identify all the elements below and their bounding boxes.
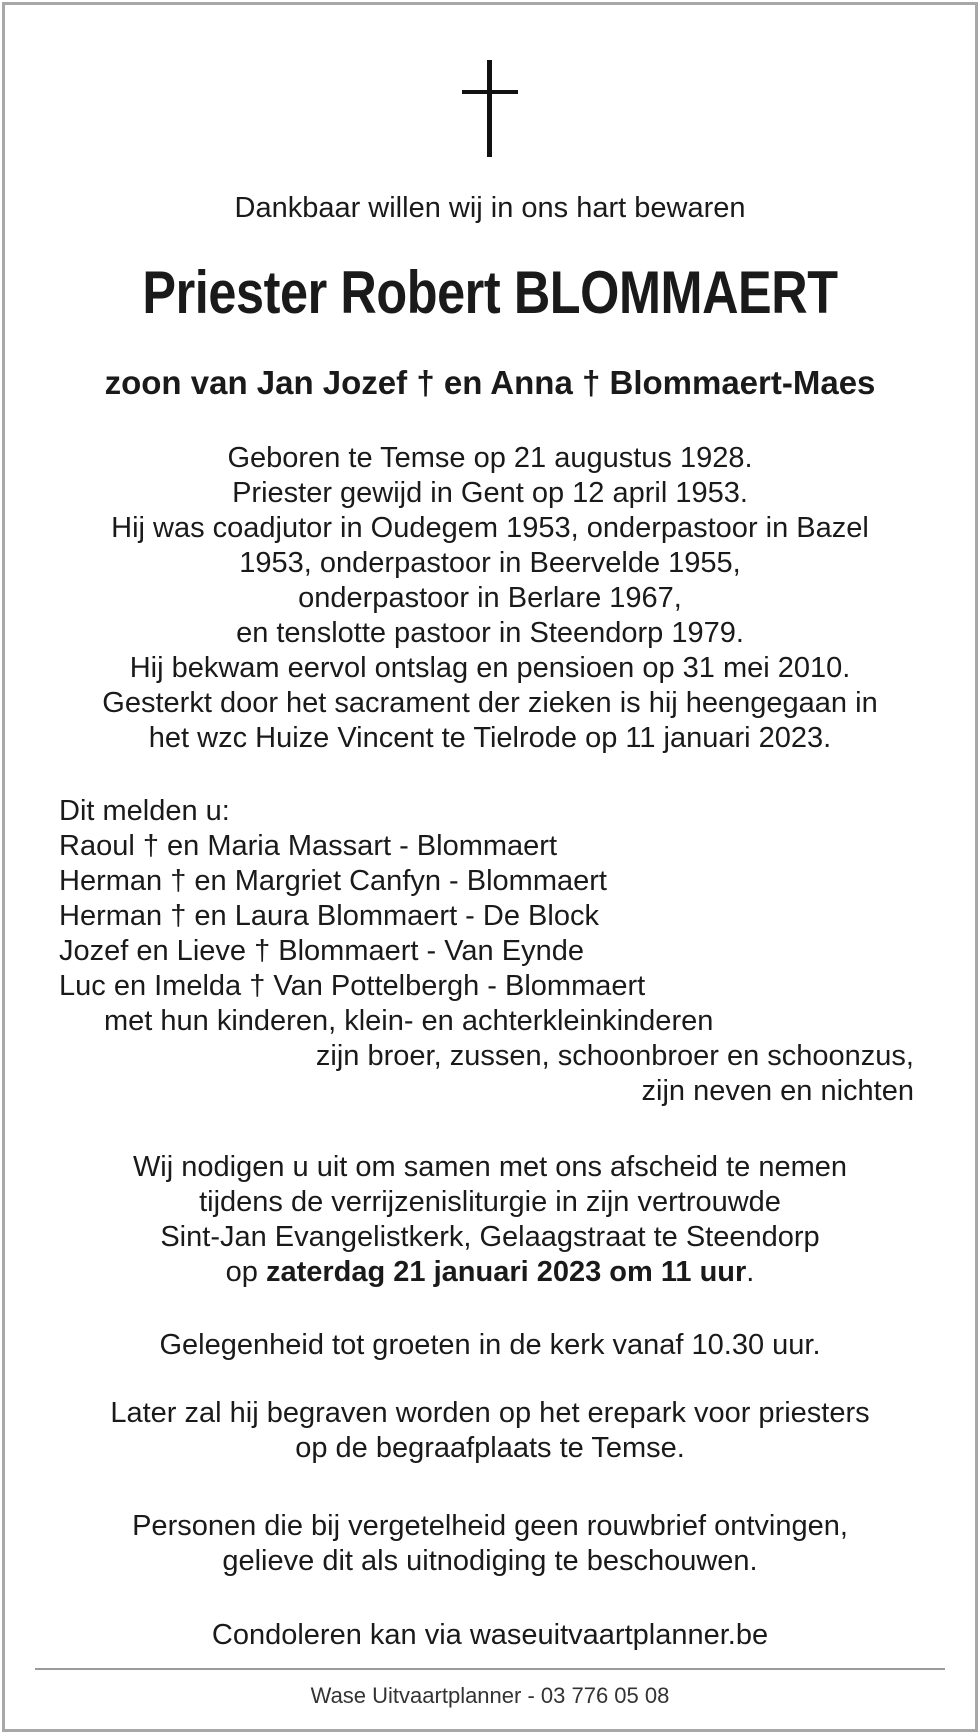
intro-text: Dankbaar willen wij in ons hart bewaren: [234, 192, 746, 224]
cross-icon: [462, 60, 518, 157]
burial-line: op de begraafplaats te Temse.: [295, 1432, 685, 1464]
funeral-invitation: [0, 1150, 980, 1290]
invite-date-line: op zaterdag 21 januari 2023 om 11 uur.: [225, 1256, 755, 1288]
burial-info: [0, 1396, 980, 1466]
family-list: [59, 794, 919, 1109]
deceased-name: Priester Robert BLOMMAERT: [142, 259, 838, 326]
burial-line: Later zal hij begraven worden op het erepark voor priesters: [110, 1397, 870, 1429]
family-member: Herman † en Margriet Canfyn - Blommaert: [59, 865, 607, 897]
invitation-note: [0, 1509, 980, 1579]
family-cousins: zijn neven en nichten: [641, 1075, 914, 1107]
family-heading: Dit melden u:: [59, 795, 230, 827]
bio-line: onderpastoor in Berlare 1967,: [298, 582, 682, 614]
invite-line: Sint-Jan Evangelistkerk, Gelaagstraat te Steendorp: [160, 1221, 820, 1253]
bio-line: Hij was coadjutor in Oudegem 1953, onderpastoor in Bazel: [111, 512, 869, 544]
parents-text: zoon van Jan Jozef † en Anna † Blommaert-Maes: [104, 364, 876, 401]
family-member: Herman † en Laura Blommaert - De Block: [59, 900, 599, 932]
invite-line: tijdens de verrijzenisliturgie in zijn vertrouwde: [199, 1186, 781, 1218]
condolences-text: Condoleren kan via waseuitvaartplanner.be: [211, 1619, 769, 1651]
greeting-text: Gelegenheid tot groeten in de kerk vanaf 10.30 uur.: [159, 1329, 821, 1361]
footer-text: Wase Uitvaartplanner - 03 776 05 08: [310, 1683, 670, 1708]
bio-line: en tenslotte pastoor in Steendorp 1979.: [236, 617, 744, 649]
bio-line: 1953, onderpastoor in Beervelde 1955,: [239, 547, 741, 579]
invite-line: Wij nodigen u uit om samen met ons afscheid te nemen: [132, 1151, 848, 1183]
divider: [35, 1668, 945, 1670]
bio-line: Gesterkt door het sacrament der zieken is hij heengegaan in: [102, 687, 878, 719]
bio-line: het wzc Huize Vincent te Tielrode op 11 januari 2023.: [148, 722, 832, 754]
family-member: Jozef en Lieve † Blommaert - Van Eynde: [59, 935, 584, 967]
note-line: gelieve dit als uitnodiging te beschouwen.: [222, 1545, 758, 1577]
family-siblings: zijn broer, zussen, schoonbroer en schoonzus,: [315, 1040, 914, 1072]
bio-line: Priester gewijd in Gent op 12 april 1953.: [232, 477, 748, 509]
bio-line: Hij bekwam eervol ontslag en pensioen op 31 mei 2010.: [129, 652, 851, 684]
family-children: met hun kinderen, klein- en achterkleinkinderen: [104, 1005, 714, 1037]
note-line: Personen die bij vergetelheid geen rouwbrief ontvingen,: [132, 1510, 848, 1542]
funeral-date: zaterdag 21 januari 2023 om 11 uur: [265, 1256, 747, 1288]
bio-line: Geboren te Temse op 21 augustus 1928.: [227, 442, 753, 474]
biography: [0, 441, 980, 756]
family-member: Raoul † en Maria Massart - Blommaert: [59, 830, 557, 862]
family-member: Luc en Imelda † Van Pottelbergh - Blommaert: [59, 970, 646, 1002]
